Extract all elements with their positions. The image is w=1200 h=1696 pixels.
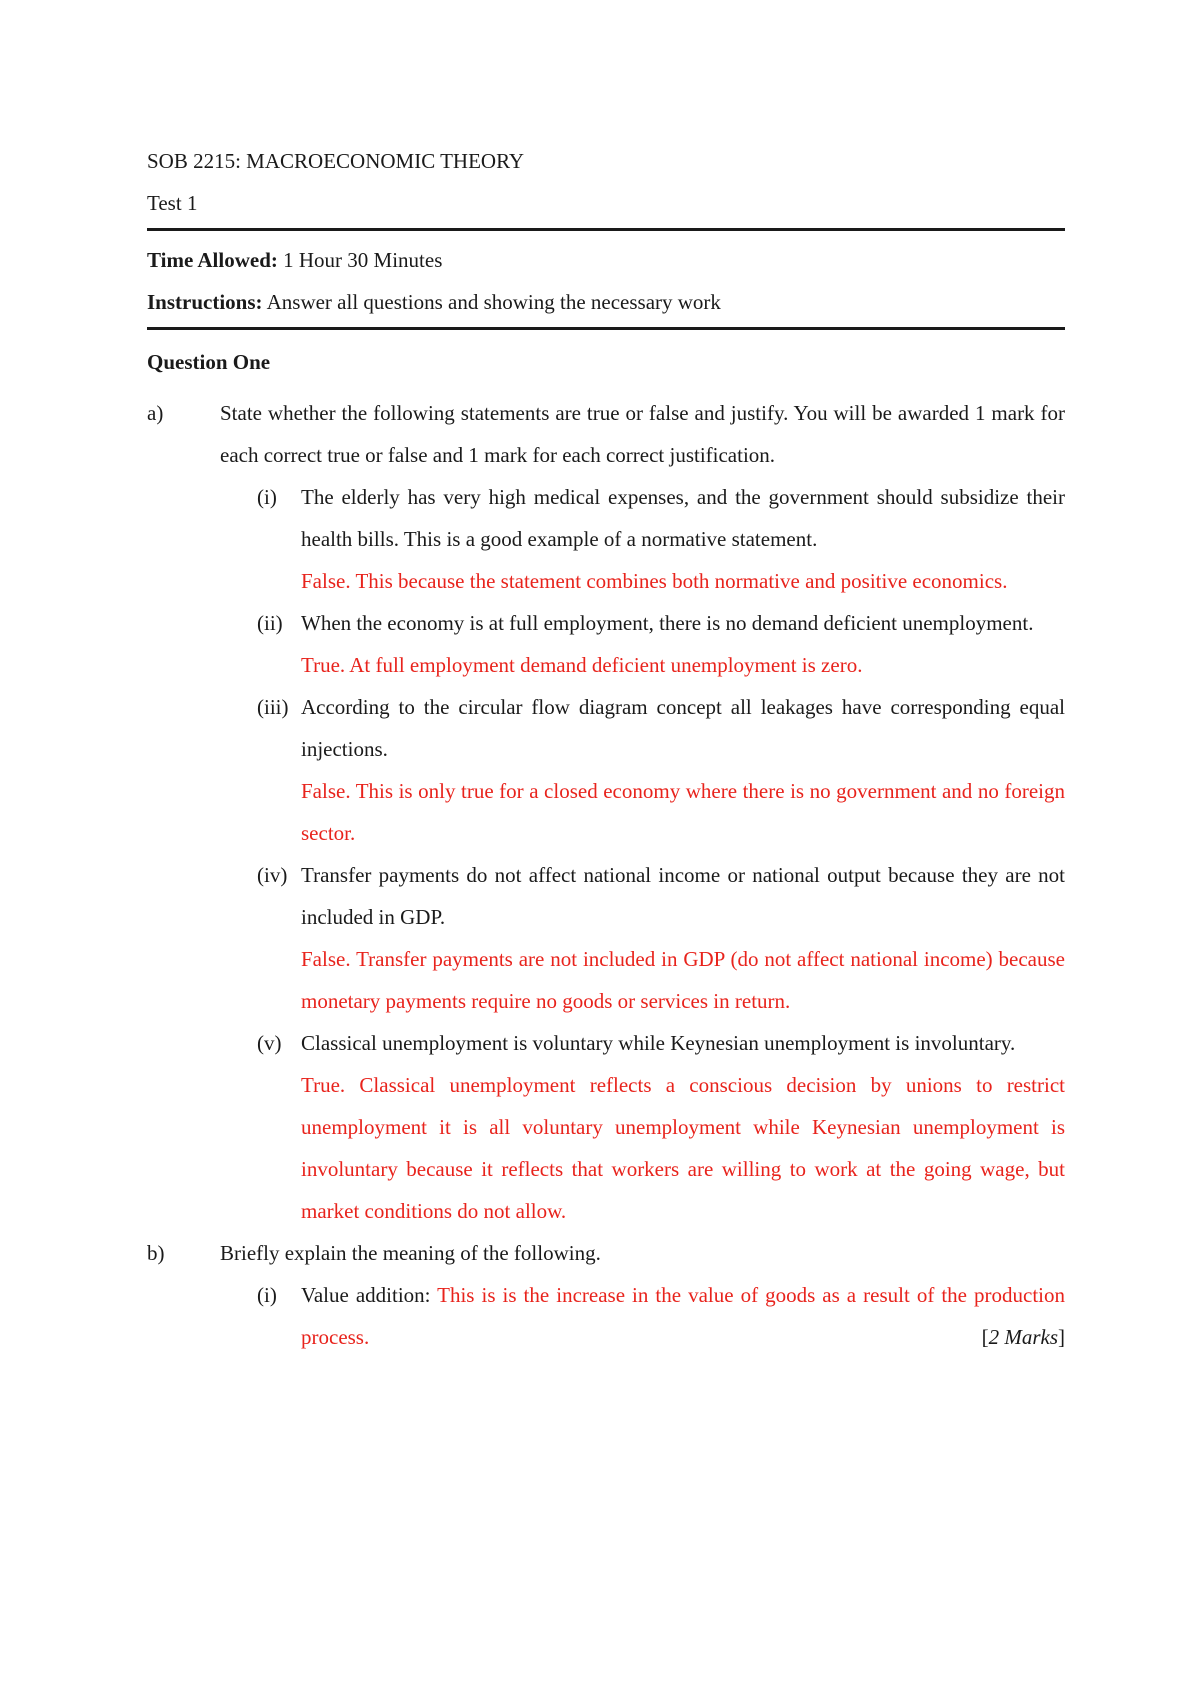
statement-item	[257, 854, 1065, 1022]
statement-item	[257, 1022, 1065, 1232]
answer-text: True. Classical unemployment reflects a conscious decision by unions to restrict unemployment it is all voluntary unemployment while Keynesian unemployment is involuntary because it reflects that workers are willing to work at the going wage, but market conditions do not allow.	[301, 1073, 1065, 1223]
marks-label: [2 Marks]	[981, 1325, 1065, 1349]
definition-marker: (i)	[257, 1283, 277, 1307]
statement-text: According to the circular flow diagram concept all leakages have corresponding equal injections.	[301, 695, 1065, 761]
test-title: Test 1	[147, 191, 198, 215]
statement-text: Transfer payments do not affect national income or national output because they are not included in GDP.	[301, 863, 1065, 929]
instructions-value: Answer all questions and showing the necessary work	[262, 290, 721, 314]
time-allowed-label: Time Allowed:	[147, 248, 278, 272]
statement-marker: (ii)	[257, 611, 283, 635]
answer-text: False. This is only true for a closed economy where there is no government and no foreign sector.	[301, 779, 1065, 845]
definition-term: Value addition:	[301, 1283, 431, 1307]
answer-text: True. At full employment demand deficient unemployment is zero.	[301, 653, 863, 677]
marks-value: 2 Marks	[988, 1325, 1058, 1349]
statement-item	[257, 602, 1065, 686]
part-b-prompt	[147, 1232, 1065, 1274]
course-title: SOB 2215: MACROECONOMIC THEORY	[147, 149, 525, 173]
header-rule-bottom	[147, 327, 1065, 330]
statement-item	[257, 476, 1065, 602]
statement-text: When the economy is at full employment, there is no demand deficient unemployment.	[301, 611, 1034, 635]
answer-text: False. This because the statement combines both normative and positive economics.	[301, 569, 1008, 593]
statement-marker: (v)	[257, 1031, 282, 1055]
time-allowed-value: 1 Hour 30 Minutes	[277, 248, 443, 272]
statement-item	[257, 686, 1065, 854]
definition-item	[257, 1274, 1065, 1358]
header-rule-top	[147, 228, 1065, 231]
part-b-text: Briefly explain the meaning of the following.	[220, 1241, 601, 1265]
statement-marker: (iv)	[257, 863, 288, 887]
document-content	[147, 140, 1065, 1358]
question-title: Question One	[147, 350, 271, 374]
part-a	[147, 392, 1065, 1232]
part-b	[147, 1232, 1065, 1358]
part-a-marker: a)	[147, 401, 164, 425]
part-a-text: State whether the following statements are true or false and justify. You will be awarded 1 mark for each correct true or false and 1 mark for each correct justification.	[220, 401, 1065, 467]
part-a-prompt	[147, 392, 1065, 476]
statement-marker: (iii)	[257, 695, 289, 719]
instructions	[147, 281, 1065, 323]
definition-answer: This is is the increase in the value of goods as a result of the production process.	[301, 1283, 1065, 1349]
statement-text: The elderly has very high medical expenses, and the government should subsidize their health bills. This is a good example of a normative statement.	[301, 485, 1065, 551]
instructions-label: Instructions:	[147, 290, 263, 314]
time-allowed	[147, 239, 1065, 281]
part-b-marker: b)	[147, 1241, 165, 1265]
answer-text: False. Transfer payments are not included in GDP (do not affect national income) because monetary payments require no goods or services in return.	[301, 947, 1065, 1013]
statement-text: Classical unemployment is voluntary while Keynesian unemployment is involuntary.	[301, 1031, 1016, 1055]
statement-marker: (i)	[257, 485, 277, 509]
